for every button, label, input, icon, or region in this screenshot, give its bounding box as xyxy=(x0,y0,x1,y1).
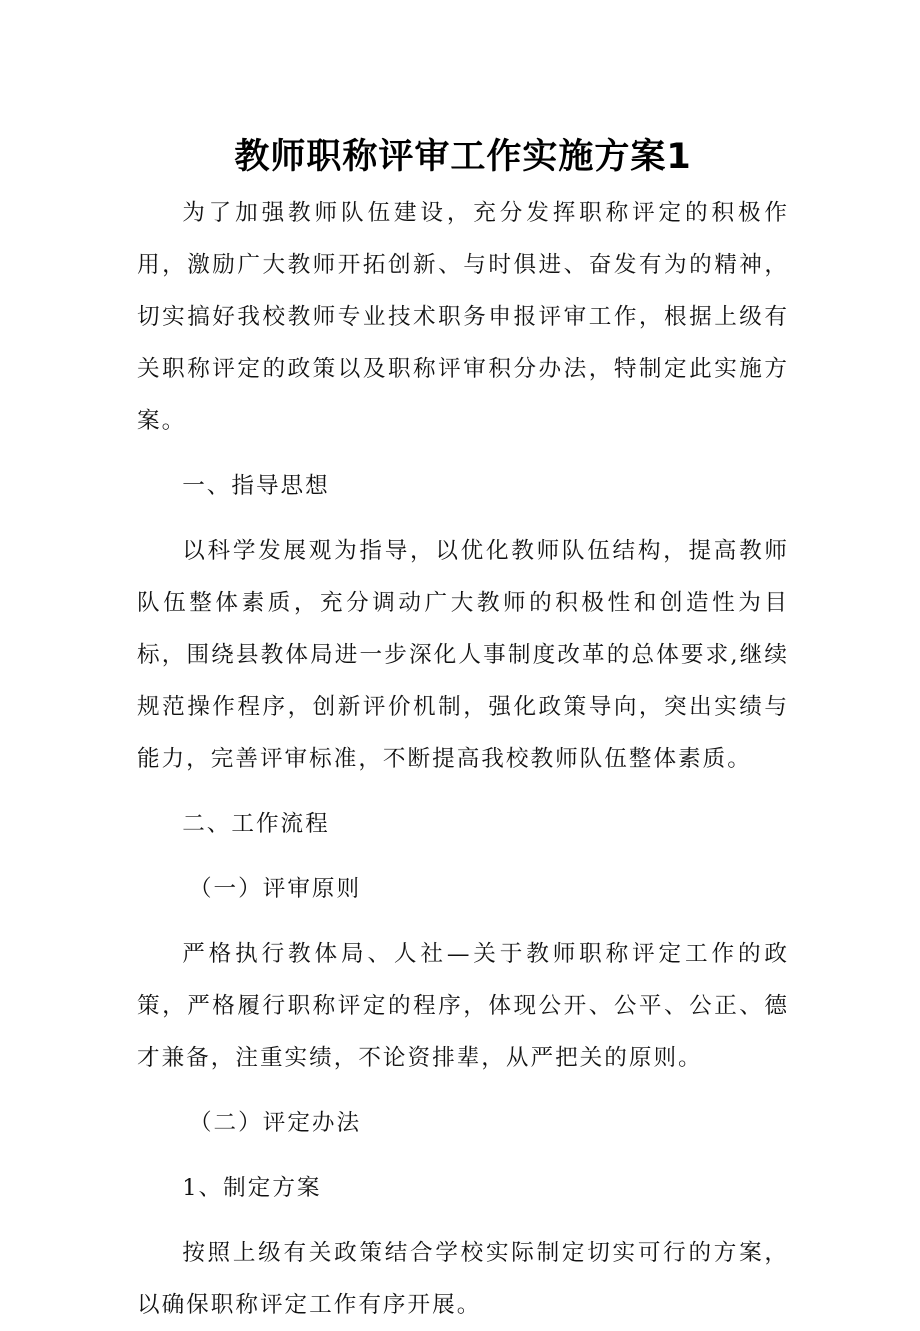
section2-sub1-paragraph: 严格执行教体局、人社—关于教师职称评定工作的政策，严格履行职称评定的程序，体现公开、公平、公正、德才兼备，注重实绩，不论资排辈，从严把关的原则。 xyxy=(137,941,789,1071)
section2-sub2-item1-heading: 1、制定方案 xyxy=(182,1175,322,1201)
document-page xyxy=(137,130,789,1331)
section2-sub2-item1-paragraph: 按照上级有关政策结合学校实际制定切实可行的方案，以确保职称评定工作有序开展。 xyxy=(137,1240,789,1318)
document-title: 教师职称评审工作实施方案1 xyxy=(234,137,692,177)
section2-heading: 二、工作流程 xyxy=(182,811,330,837)
section2-sub2-heading: （二）评定办法 xyxy=(188,1110,362,1136)
section1-heading: 一、指导思想 xyxy=(182,473,330,499)
section2-sub1-heading: （一）评审原则 xyxy=(188,876,362,902)
section1-paragraph: 以科学发展观为指导，以优化教师队伍结构，提高教师队伍整体素质，充分调动广大教师的积极性和创造性为目标，围绕县教体局进一步深化人事制度改革的总体要求,继续规范操作程序，创新评价机制，强化政策导向，突出实绩与能力，完善评审标准，不断提高我校教师队伍整体素质。 xyxy=(137,538,789,772)
intro-paragraph: 为了加强教师队伍建设，充分发挥职称评定的积极作用，激励广大教师开拓创新、与时俱进、奋发有为的精神，切实搞好我校教师专业技术职务申报评审工作，根据上级有关职称评定的政策以及职称评审积分办法，特制定此实施方案。 xyxy=(137,200,789,434)
